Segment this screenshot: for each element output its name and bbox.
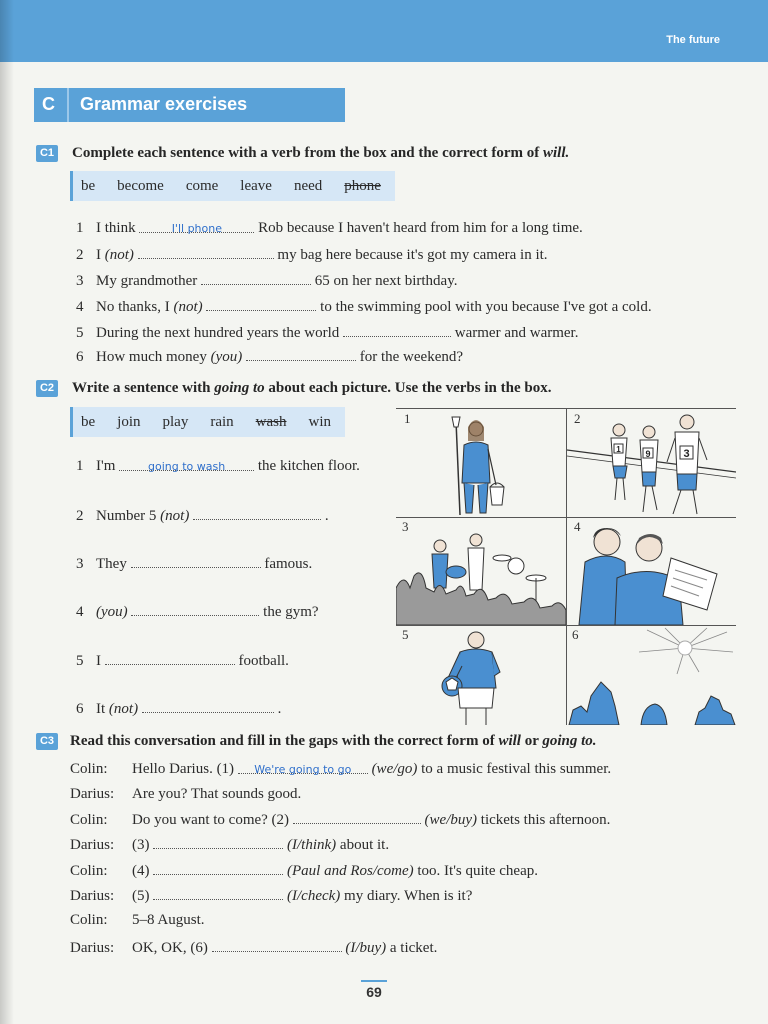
line-hint: (we/buy) [424,812,478,828]
line-hint: (we/go) [371,761,418,777]
c3-instruction-text: or [520,733,543,749]
picture-number: 4 [574,519,581,534]
picture-number: 6 [572,627,579,642]
line-hint: (I/think) [287,837,337,853]
answer-gap[interactable] [193,507,321,520]
handwritten-answer: going to wash [148,460,226,473]
item-number: 2 [76,508,84,524]
line-text: my diary. When is it? [340,888,473,904]
answer-gap[interactable] [153,887,283,900]
page-number: 69 [361,980,387,1000]
conversation-line [70,811,610,829]
line-text: Hello Darius. (1) [132,761,238,777]
c1-box-word: be [81,177,96,194]
line-hint: (Paul and Ros/come) [287,863,414,879]
picture-grid [396,408,736,725]
c1-box-word: come [185,177,219,194]
line-text: (3) [132,837,154,853]
sentence-text: . [321,508,329,524]
sentence-hint: (you) [210,349,243,365]
c2-sentence [76,555,312,573]
c3-instruction-emphasis: going to. [542,733,597,749]
picture-couple-reading-poster [567,518,736,625]
answer-gap[interactable] [201,272,311,285]
sentence-hint: (you) [96,604,128,620]
sentence-hint: (not) [173,299,203,315]
line-text: OK, OK, (6) [132,940,212,956]
sentence-text: It [96,701,109,717]
sentence-hint: (not) [160,508,190,524]
item-number: 5 [76,325,84,341]
answer-gap[interactable] [246,348,356,361]
answer-gap[interactable] [139,220,254,233]
sentence-text: the gym? [259,604,319,620]
banner-letter: C [42,94,55,114]
item-number: 6 [76,701,84,717]
line-hint: (I/check) [287,888,341,904]
runner-2 [640,426,658,512]
sentence-text: football. [234,653,289,669]
sentence-text: I'm [96,458,120,474]
c1-box-word: leave [240,177,272,194]
c2-word-box [70,407,345,437]
runner-1 [611,424,627,500]
exercise-badge-c2: C2 [36,380,58,397]
line-hint: (I/buy) [345,940,387,956]
conversation-line [70,887,472,905]
conversation-line [70,786,301,803]
sentence-text: No thanks, I [96,299,174,315]
runner-3 [667,415,707,514]
c1-word-box [70,171,395,201]
item-number: 1 [76,220,84,236]
c2-sentence [76,507,329,525]
section-title: The future [666,34,720,46]
answer-gap[interactable] [142,700,274,713]
c1-box-word-used: phone [344,177,381,194]
speaker-name: Colin: [70,912,108,928]
c2-box-word: play [162,413,189,430]
c2-box-word: be [81,413,96,430]
answer-gap[interactable] [105,652,235,665]
sentence-text: I [96,247,105,263]
line-text: about it. [336,837,390,853]
picture-number: 5 [402,627,409,642]
c1-box-word: become [117,177,164,194]
runner-bib-number: 1 [616,445,621,454]
conversation-line [70,912,205,929]
c3-instruction-emphasis: will [498,733,521,749]
answer-gap[interactable] [212,939,342,952]
answer-gap[interactable] [131,555,261,568]
answer-gap[interactable] [153,862,283,875]
line-text: to a music festival this summer. [417,761,612,777]
sentence-text: my bag here because it's got my camera in it. [273,247,548,263]
speaker-name: Darius: [70,888,115,904]
item-number: 3 [76,273,84,289]
picture-runners-race [567,410,736,517]
item-number: 4 [76,604,84,620]
line-text: Are you? That sounds good. [132,786,302,802]
speaker-name: Darius: [70,837,115,853]
item-number: 5 [76,653,84,669]
sentence-text: to the swimming pool with you because I've got a cold. [316,299,652,315]
sentence-text: the kitchen floor. [254,458,360,474]
c2-box-word: rain [210,413,234,430]
c2-box-word-used: wash [255,413,287,430]
speaker-name: Colin: [70,761,108,777]
c2-instruction [72,380,551,397]
answer-gap[interactable] [293,811,421,824]
item-number: 6 [76,349,84,365]
picture-woman-with-mop [446,413,516,517]
c1-box-word: need [293,177,323,194]
sentence-hint: (not) [108,701,139,717]
answer-gap[interactable] [131,603,259,616]
c1-sentence [76,272,457,290]
sentence-text: During the next hundred years the world [96,325,344,341]
answer-gap[interactable] [119,458,254,471]
c1-sentence [76,246,548,264]
c3-instruction-text: Read this conversation and fill in the gaps with the correct form of [70,733,499,749]
sentence-text: My grandmother [96,273,201,289]
sentence-text: warmer and warmer. [451,325,579,341]
banner-divider [67,88,69,122]
handwritten-answer: We're going to go [254,763,352,776]
conversation-line [70,761,611,778]
sentence-text: I [96,653,105,669]
c2-sentence [76,700,281,718]
sentence-text: I think [96,220,140,236]
c1-instruction-emphasis: will. [543,145,570,161]
item-number: 3 [76,556,84,572]
speaker-name: Colin: [70,863,108,879]
sentence-text: 65 on her next birthday. [310,273,458,289]
answer-gap[interactable] [238,761,368,774]
picture-number: 3 [402,519,409,534]
c1-instruction [72,145,569,162]
c3-instruction [70,733,597,750]
sentence-text: Rob because I haven't heard from him for a long time. [254,220,583,236]
runner-bib-number: 3 [683,448,690,460]
top-bar [0,0,768,62]
handwritten-answer: I'll phone [171,222,222,235]
c2-instruction-text: about each picture. Use the verbs in the box. [264,380,552,396]
answer-gap[interactable] [153,836,283,849]
sentence-text: for the weekend? [355,349,464,365]
c2-sentence [76,458,360,475]
line-text: (5) [132,888,154,904]
c1-sentence [76,220,583,237]
c1-sentence [76,324,578,342]
picture-number: 2 [574,411,581,426]
c2-box-word: join [117,413,141,430]
speaker-name: Darius: [70,786,115,802]
c1-sentence [76,298,652,316]
runner-bib-number: 9 [645,449,651,459]
c2-instruction-emphasis: going to [214,380,265,396]
answer-gap[interactable] [138,246,274,259]
c2-sentence [76,652,289,670]
answer-gap[interactable] [206,298,316,311]
sentence-text: They [96,556,131,572]
answer-gap[interactable] [343,324,451,337]
line-text: Do you want to come? (2) [132,812,293,828]
conversation-line [70,862,538,880]
picture-sun-and-trees [567,626,736,725]
c2-box-word: win [308,413,331,430]
section-banner [34,88,345,122]
line-text: 5–8 August. [132,912,205,928]
exercise-badge-c3: C3 [36,733,58,750]
book-spine-shadow [0,0,14,1024]
banner-title: Grammar exercises [80,94,248,114]
sentence-hint: (not) [104,247,134,263]
conversation-line [70,939,437,957]
sentence-text: How much money [96,349,211,365]
conversation-line [70,836,389,854]
sentence-text: famous. [260,556,313,572]
item-number: 4 [76,299,84,315]
c1-instruction-text: Complete each sentence with a verb from the box and the correct form of [72,145,543,161]
sentence-text: . [273,701,282,717]
c1-sentence [76,348,463,366]
item-number: 2 [76,247,84,263]
picture-man-with-football [436,628,516,725]
sentence-text: Number 5 [96,508,161,524]
line-text: too. It's quite cheap. [413,863,538,879]
picture-number: 1 [404,411,411,426]
line-text: tickets this afternoon. [477,812,611,828]
line-text: (4) [132,863,154,879]
speaker-name: Darius: [70,940,115,956]
picture-band-concert [396,518,566,625]
c2-instruction-text: Write a sentence with [72,380,215,396]
speaker-name: Colin: [70,812,108,828]
line-text: a ticket. [386,940,438,956]
exercise-badge-c1: C1 [36,145,58,162]
c2-sentence [76,603,319,621]
item-number: 1 [76,458,84,474]
